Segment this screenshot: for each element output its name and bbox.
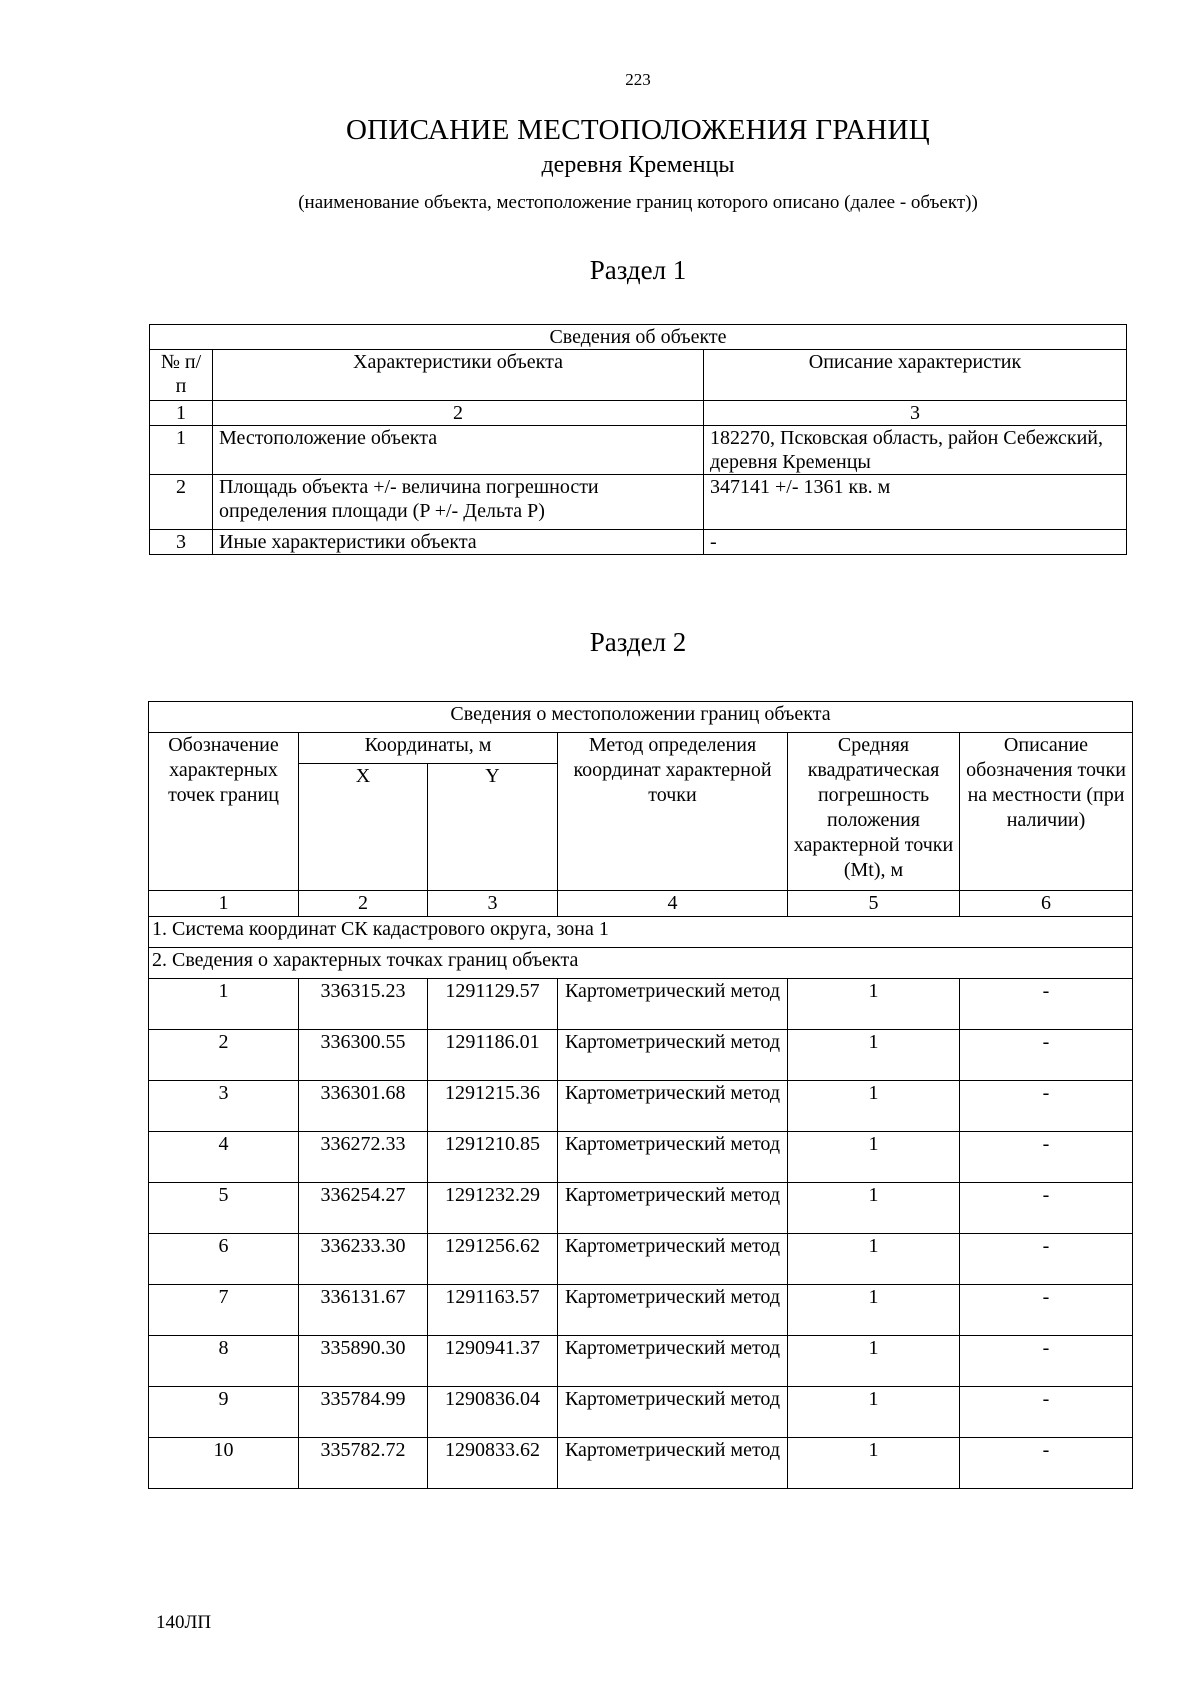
table-row [149,979,1133,1030]
point-mt: 1 [788,1132,960,1183]
document-title: ОПИСАНИЕ МЕСТОПОЛОЖЕНИЯ ГРАНИЦ [345,114,931,146]
table-row [150,530,1127,555]
point-y: 1290836.04 [428,1387,558,1438]
header-characteristics: Характеристики объекта [213,350,704,401]
table-row [149,1387,1133,1438]
footer-code: 140ЛП [156,1612,212,1633]
point-mt: 1 [788,1285,960,1336]
table-row [150,475,1127,530]
coordinate-system: 1. Система координат СК кадастрового округа, зона 1 [149,917,1133,948]
point-method: Картометрический метод [558,979,788,1030]
point-mt: 1 [788,1336,960,1387]
header-row [150,350,1127,401]
object-info-table [149,324,1127,555]
point-method: Картометрический метод [558,1183,788,1234]
header-coordinates: Координаты, м [299,733,558,764]
point-x: 336254.27 [299,1183,428,1234]
point-x: 336131.67 [299,1285,428,1336]
point-desc: - [960,1438,1133,1489]
column-number: 3 [428,891,558,917]
column-number: 6 [960,891,1133,917]
point-number: 9 [149,1387,299,1438]
column-number: 2 [299,891,428,917]
point-y: 1291215.36 [428,1081,558,1132]
table-row [149,1285,1133,1336]
point-number: 5 [149,1183,299,1234]
point-y: 1290833.62 [428,1438,558,1489]
column-number: 3 [704,401,1127,426]
section-1-heading: Раздел 1 [589,255,687,285]
point-mt: 1 [788,1030,960,1081]
point-x: 336300.55 [299,1030,428,1081]
point-desc: - [960,979,1133,1030]
column-number: 4 [558,891,788,917]
row-value: 347141 +/- 1361 кв. м [704,475,1127,530]
system-row [149,917,1133,948]
column-number: 5 [788,891,960,917]
table-title-row [149,702,1133,733]
point-desc: - [960,1030,1133,1081]
row-value: 182270, Псковская область, район Себежский, деревня Кременцы [704,426,1127,475]
boundary-points-table [148,701,1133,1489]
point-x: 335890.30 [299,1336,428,1387]
header-description: Описание характеристик [704,350,1127,401]
points-caption: 2. Сведения о характерных точках границ объекта [149,948,1133,979]
row-name: Иные характеристики объекта [213,530,704,555]
header-row [149,733,1133,764]
point-y: 1290941.37 [428,1336,558,1387]
row-name: Площадь объекта +/- величина погрешности определения площади (P +/- Дельта P) [213,475,704,530]
point-method: Картометрический метод [558,1132,788,1183]
point-desc: - [960,1336,1133,1387]
point-method: Картометрический метод [558,1285,788,1336]
table-row [149,1132,1133,1183]
row-number: 1 [150,426,213,475]
object-name: деревня Кременцы [541,152,735,178]
point-y: 1291232.29 [428,1183,558,1234]
page-number: 223 [625,70,651,89]
point-method: Картометрический метод [558,1438,788,1489]
table-row [149,1336,1133,1387]
point-desc: - [960,1387,1133,1438]
point-number: 8 [149,1336,299,1387]
row-number: 2 [150,475,213,530]
point-mt: 1 [788,1183,960,1234]
point-x: 336315.23 [299,979,428,1030]
column-numbers-row [150,401,1127,426]
point-desc: - [960,1081,1133,1132]
column-number: 2 [213,401,704,426]
header-point: Обозначение характерных точек границ [149,733,299,891]
point-mt: 1 [788,1387,960,1438]
point-y: 1291129.57 [428,979,558,1030]
point-number: 10 [149,1438,299,1489]
point-number: 3 [149,1081,299,1132]
point-number: 1 [149,979,299,1030]
column-number: 1 [150,401,213,426]
point-desc: - [960,1234,1133,1285]
table-row [149,1030,1133,1081]
header-desc: Описание обозначения точки на местности (при наличии) [960,733,1133,891]
row-name: Местоположение объекта [213,426,704,475]
header-method: Метод определения координат характерной точки [558,733,788,891]
header-y: Y [428,764,558,891]
column-number: 1 [149,891,299,917]
point-mt: 1 [788,1438,960,1489]
table-title: Сведения о местоположении границ объекта [149,702,1133,733]
header-number: № п/п [150,350,213,401]
table-row [149,1183,1133,1234]
point-x: 335782.72 [299,1438,428,1489]
point-number: 2 [149,1030,299,1081]
table-title: Сведения об объекте [150,325,1127,350]
table-row [149,1438,1133,1489]
header-x: X [299,764,428,891]
point-method: Картометрический метод [558,1081,788,1132]
point-x: 335784.99 [299,1387,428,1438]
point-y: 1291256.62 [428,1234,558,1285]
point-method: Картометрический метод [558,1234,788,1285]
point-y: 1291210.85 [428,1132,558,1183]
points-caption-row [149,948,1133,979]
row-number: 3 [150,530,213,555]
point-x: 336233.30 [299,1234,428,1285]
point-desc: - [960,1132,1133,1183]
header-error: Средняя квадратическая погрешность положения характерной точки (Mt), м [788,733,960,891]
point-number: 4 [149,1132,299,1183]
table-row [150,426,1127,475]
table-row [149,1081,1133,1132]
row-value: - [704,530,1127,555]
column-numbers-row [149,891,1133,917]
point-desc: - [960,1183,1133,1234]
point-mt: 1 [788,1081,960,1132]
point-number: 7 [149,1285,299,1336]
point-y: 1291163.57 [428,1285,558,1336]
point-desc: - [960,1285,1133,1336]
point-y: 1291186.01 [428,1030,558,1081]
point-number: 6 [149,1234,299,1285]
table-title-row [150,325,1127,350]
section-2-heading: Раздел 2 [589,627,687,657]
point-x: 336272.33 [299,1132,428,1183]
point-x: 336301.68 [299,1081,428,1132]
table-row [149,1234,1133,1285]
object-caption: (наименование объекта, местоположение границ которого описано (далее - объект)) [298,192,978,213]
point-method: Картометрический метод [558,1336,788,1387]
point-method: Картометрический метод [558,1387,788,1438]
point-mt: 1 [788,979,960,1030]
point-method: Картометрический метод [558,1030,788,1081]
points-body [149,979,1133,1489]
point-mt: 1 [788,1234,960,1285]
